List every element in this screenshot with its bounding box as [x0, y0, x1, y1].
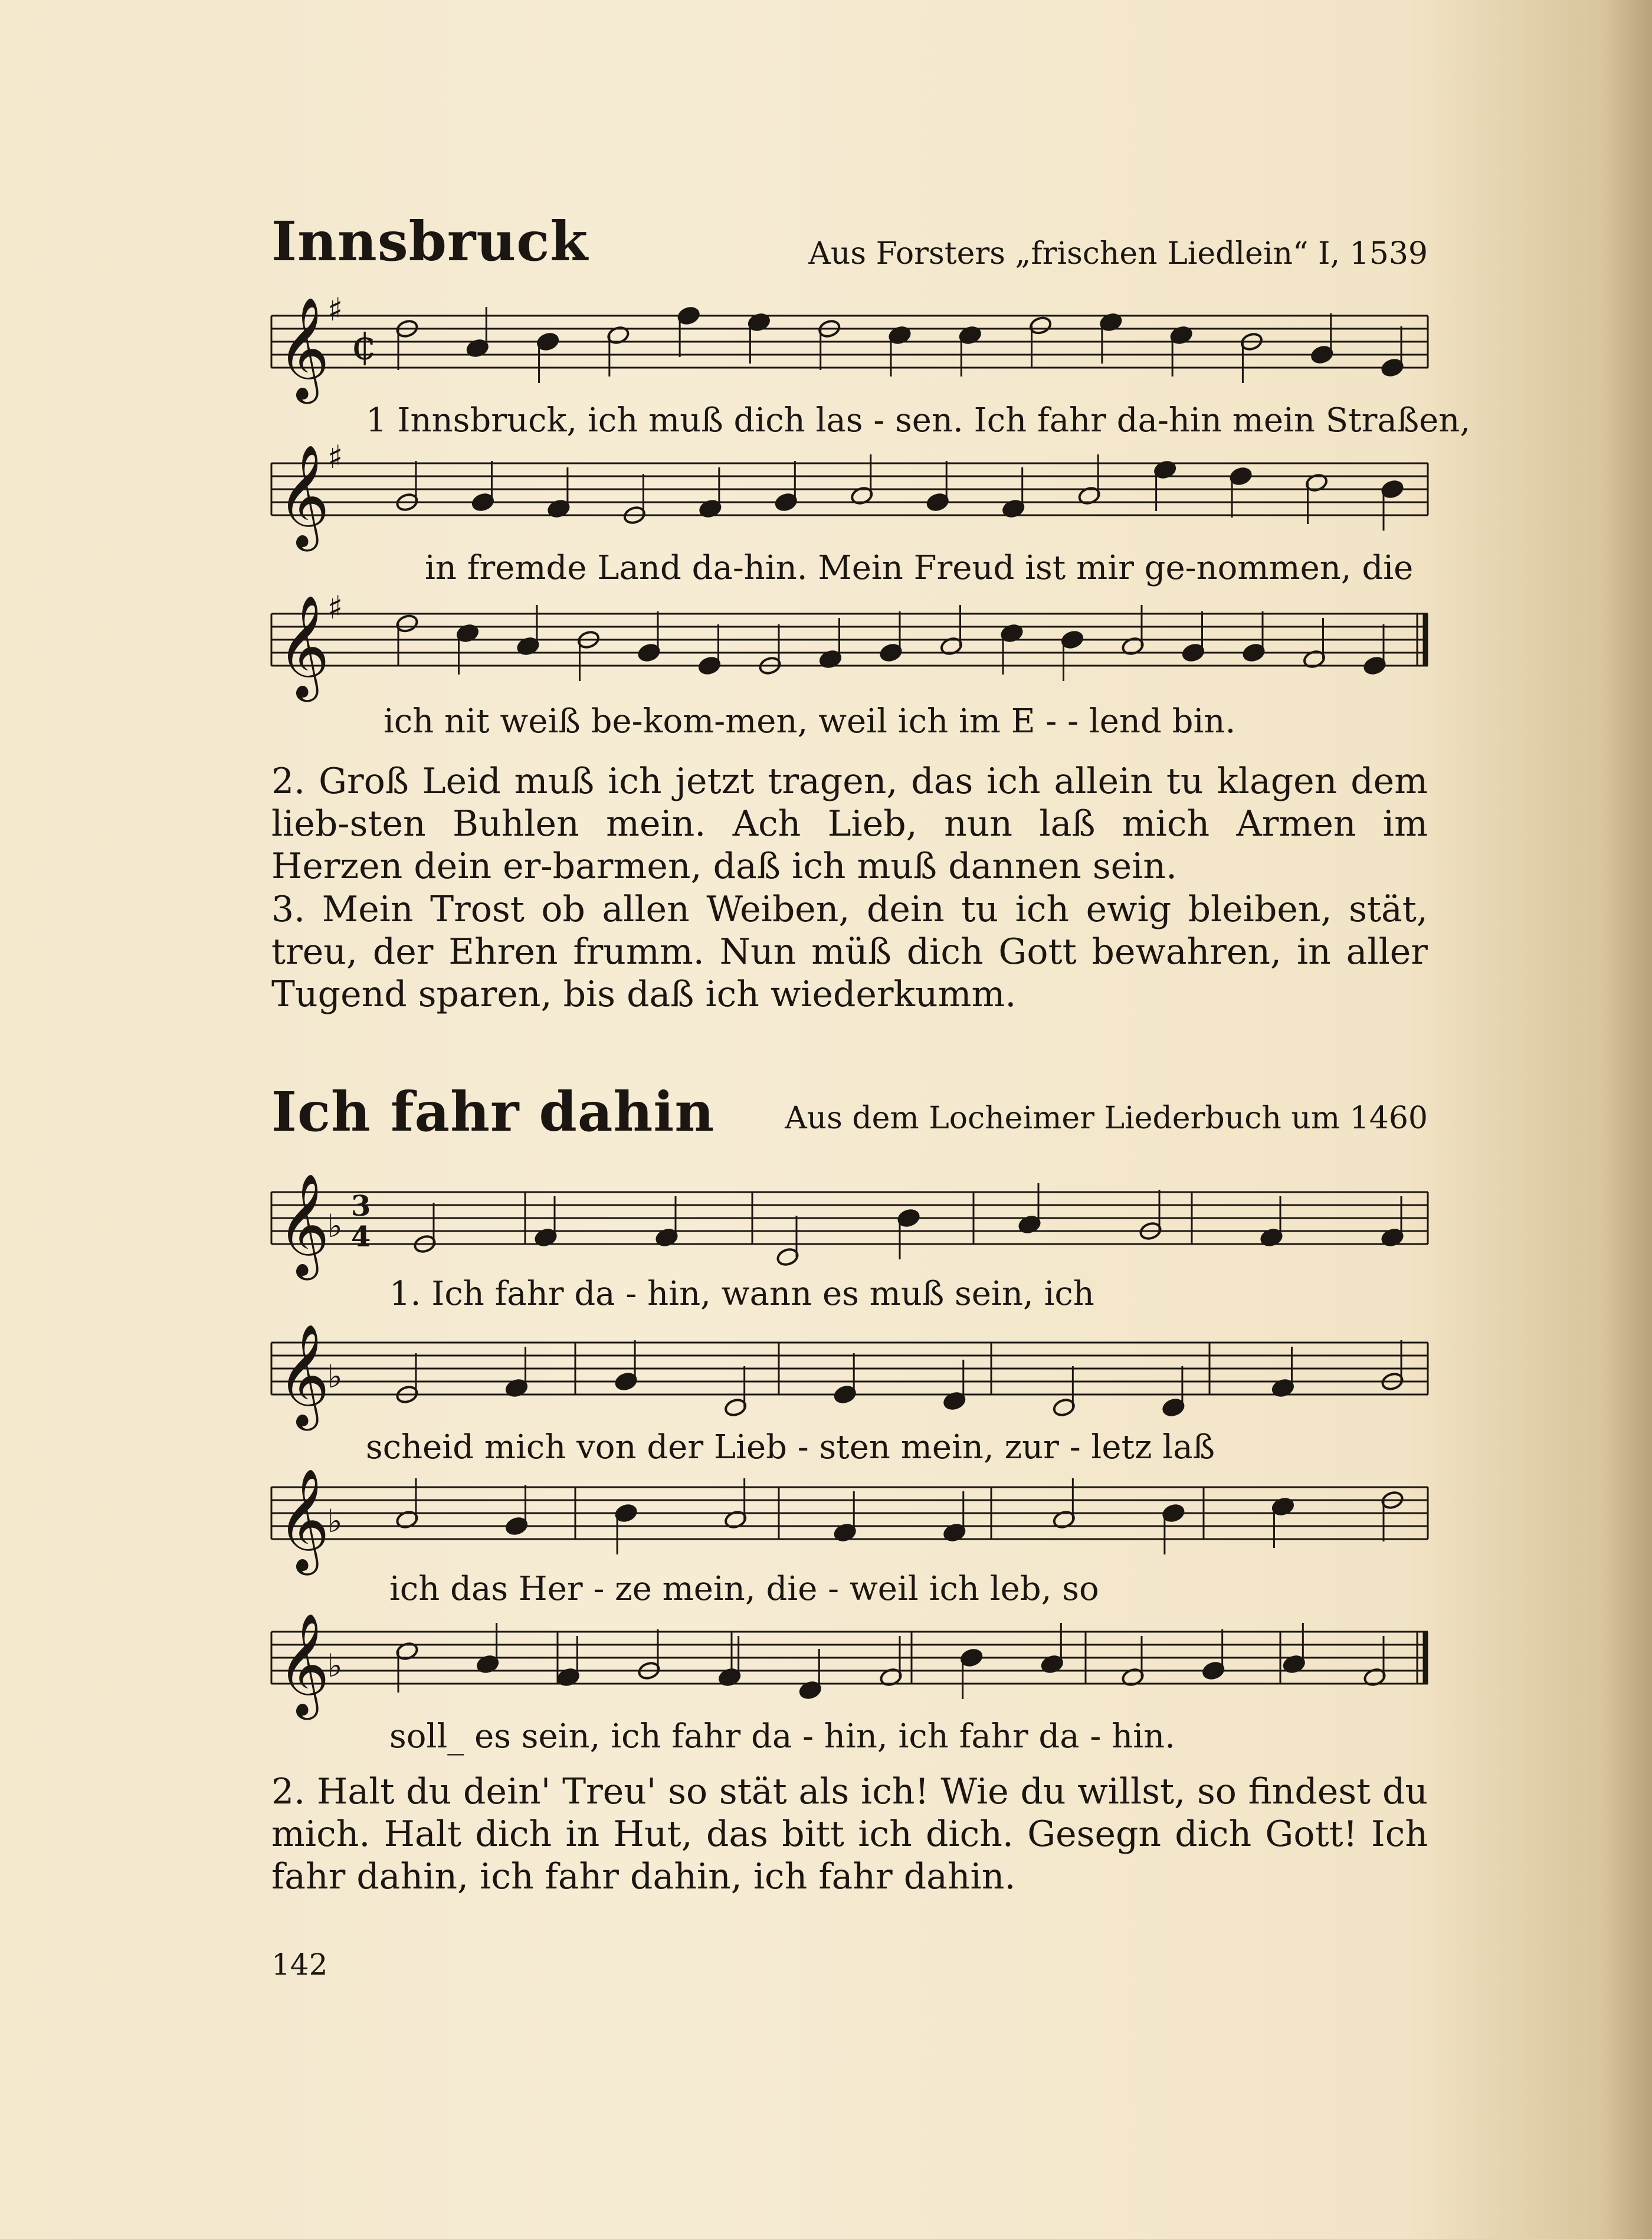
treble-clef-icon: 𝄞 — [277, 1613, 330, 1716]
song-title-ich-fahr-dahin: Ich fahr dahin — [271, 1080, 715, 1144]
time-signature-bottom: 4 — [351, 1220, 371, 1253]
song-title-innsbruck: Innsbruck — [271, 210, 589, 273]
treble-clef-icon: 𝄞 — [277, 1468, 330, 1571]
page-number: 142 — [271, 1947, 328, 1982]
lyric-line: 1. Ich fahr da - hin, wann es muß sein, ich — [389, 1275, 1094, 1313]
song-source-innsbruck: Aus Forsters „frischen Liedlein“ I, 1539 — [808, 236, 1428, 271]
verse-text: 2. Groß Leid muß ich jetzt tragen, das ich allein tu klagen dem lieb-sten Buhlen mein. Ach Lieb, nun laß mich Armen im Herzen dein er-barmen, daß ich muß dannen sein. — [271, 761, 1428, 887]
treble-clef-icon: 𝄞 — [277, 297, 330, 400]
flat-sign-icon: ♭ — [327, 1647, 343, 1684]
lyric-line: ich nit weiß be-kom-men, weil ich im E - - lend bin. — [384, 702, 1236, 741]
flat-sign-icon: ♭ — [327, 1358, 343, 1395]
verse-text: 2. Halt du dein' Treu' so stät als ich! Wie du willst, so findest du mich. Halt dich in Hut, das bitt ich dich. Gesegn dich Gott! Ich fahr dahin, ich fahr dahin, ich fahr dahin. — [271, 1771, 1428, 1897]
flat-sign-icon: ♭ — [327, 1207, 343, 1245]
lyric-line: scheid mich von der Lieb - sten mein, zur - letz laß — [366, 1428, 1215, 1467]
song-source-ich-fahr-dahin: Aus dem Locheimer Liederbuch um 1460 — [785, 1101, 1428, 1136]
treble-clef-icon: 𝄞 — [277, 1173, 330, 1276]
flat-sign-icon: ♭ — [327, 1503, 343, 1540]
treble-clef-icon: 𝄞 — [277, 444, 330, 547]
cut-time-icon: ¢ — [351, 321, 378, 369]
lyric-line: 1 Innsbruck, ich muß dich las - sen. Ich fahr da-hin mein Straßen, — [366, 401, 1471, 440]
lyric-line: ich das Her - ze mein, die - weil ich leb, so — [389, 1570, 1099, 1608]
treble-clef-icon: 𝄞 — [277, 595, 330, 698]
sharp-sign-icon: ♯ — [327, 589, 343, 626]
treble-clef-icon: 𝄞 — [277, 1324, 330, 1426]
sharp-sign-icon: ♯ — [327, 291, 343, 328]
sharp-sign-icon: ♯ — [327, 438, 343, 476]
lyric-line: in fremde Land da-hin. Mein Freud ist mir ge-nommen, die — [425, 549, 1414, 587]
lyric-line: soll_ es sein, ich fahr da - hin, ich fahr da - hin. — [389, 1717, 1175, 1756]
time-signature-top: 3 — [351, 1190, 371, 1223]
verse-text: 3. Mein Trost ob allen Weiben, dein tu ich ewig bleiben, stät, treu, der Ehren frumm. Nun müß dich Gott bewahren, in aller Tugend sparen, bis daß ich wiederkumm. — [271, 889, 1428, 1015]
